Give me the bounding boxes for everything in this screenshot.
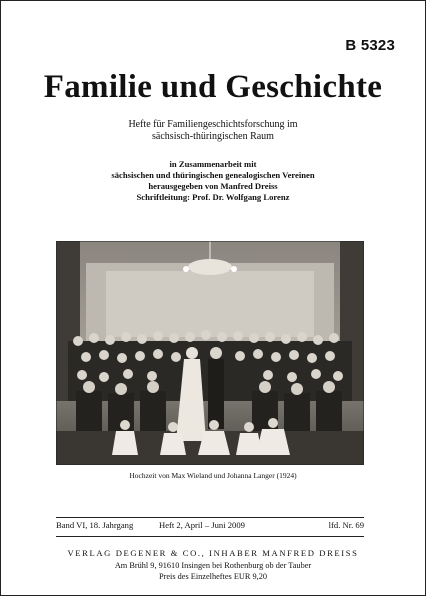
credits-line: sächsischen und thüringischen genealogischen Vereinen (111, 170, 315, 180)
journal-title: Familie und Geschichte (43, 69, 383, 105)
issue-number: Heft 2, April – Juni 2009 (159, 520, 245, 530)
journal-subtitle (1, 119, 425, 143)
publisher-details (1, 561, 425, 582)
credits-line: Schriftleitung: Prof. Dr. Wolfgang Lorenz (136, 192, 290, 202)
credits-line: in Zusammenarbeit mit (169, 159, 257, 169)
subtitle-line: Hefte für Familiengeschichtsforschung im (128, 119, 298, 130)
wedding-photo (56, 241, 364, 465)
editorial-credits (1, 159, 425, 203)
divider-bottom (56, 536, 364, 537)
wedding-photo-image (56, 241, 364, 465)
publisher-address: Am Brühl 9, 91610 Insingen bei Rothenburg ob der Tauber (114, 561, 312, 570)
credits-line: herausgegeben von Manfred Dreiss (148, 181, 278, 191)
subtitle-line: sächsisch-thüringischen Raum (152, 131, 274, 142)
issue-price: Preis des Einzelheftes EUR 9,20 (158, 571, 268, 581)
issue-info (56, 520, 364, 534)
publisher-name: VERLAG DEGENER & CO., INHABER MANFRED DREISS (67, 548, 359, 558)
photo-caption: Hochzeit von Max Wieland und Johanna Langer (1924) (129, 471, 297, 480)
catalog-code: B 5323 (345, 37, 395, 54)
volume-label: Band VI, 18. Jahrgang (56, 520, 134, 530)
divider-top (56, 517, 364, 518)
serial-number: lfd. Nr. 69 (328, 520, 364, 530)
